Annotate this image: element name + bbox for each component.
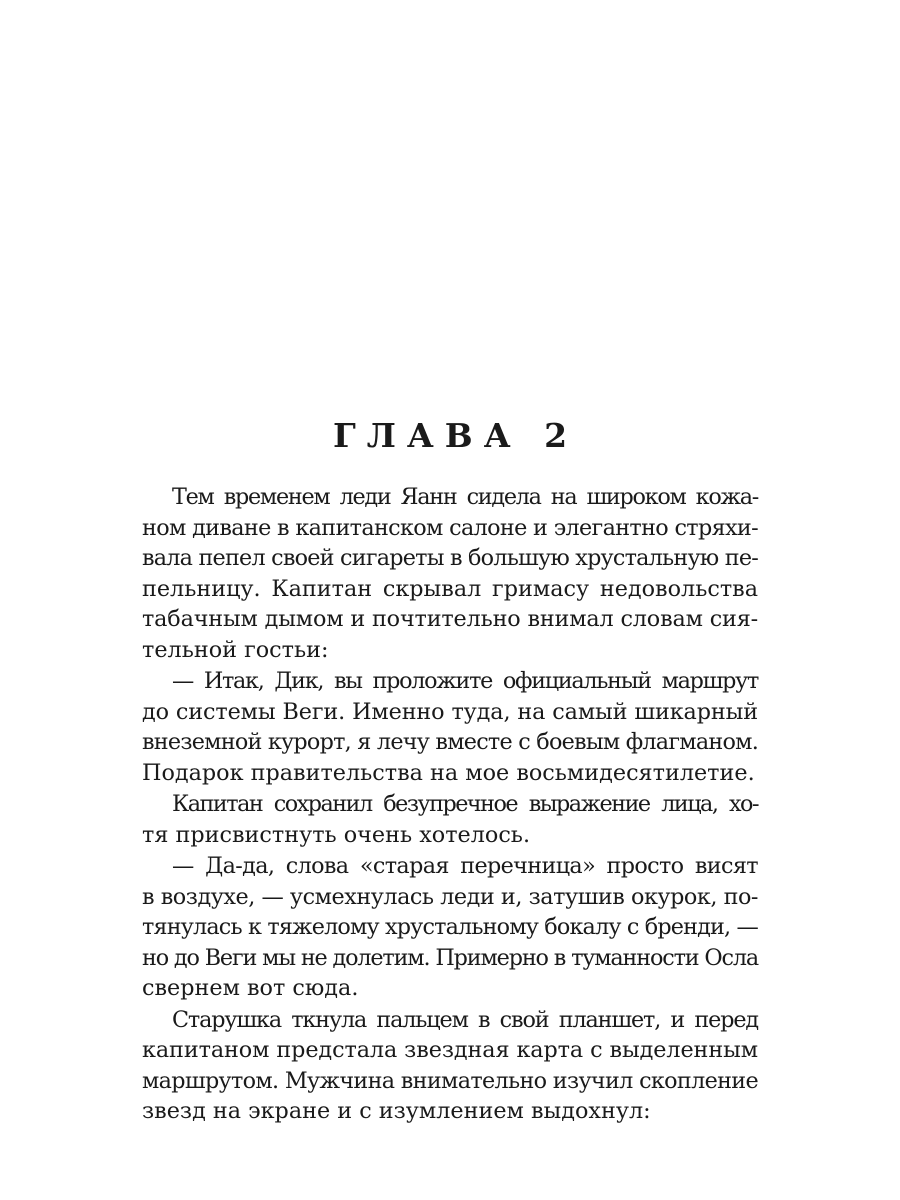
paragraph	[142, 851, 758, 1004]
text-line: но до Веги мы не долетим. Примерно в туманности Осла	[142, 944, 758, 971]
text-line: свернем вот сюда.	[142, 975, 359, 1001]
text-line: Подарок правительства на мое восьмидесятилетие.	[142, 759, 755, 786]
text-line: маршрутом. Мужчина внимательно изучил скопление	[142, 1067, 758, 1094]
paragraph	[142, 666, 758, 788]
text-line: вала пепел своей сигареты в большую хрустальную пе-	[142, 545, 758, 571]
text-line: капитаном предстала звездная карта с выделенным	[142, 1037, 758, 1063]
paragraph	[142, 482, 758, 665]
text-line: до системы Веги. Именно туда, на самый шикарный	[142, 698, 758, 725]
text-line: пельницу. Капитан скрывал гримасу недовольства	[142, 575, 758, 602]
text-line: ном диване в капитанском салоне и элегантно стряхи-	[142, 514, 758, 541]
paragraph	[142, 1005, 758, 1127]
text-line: Старушка ткнула пальцем в свой планшет, и перед	[172, 1006, 758, 1033]
paragraph	[142, 789, 758, 850]
chapter-body	[142, 482, 758, 1127]
text-line: — Да-да, слова «старая перечница» просто висят	[172, 853, 758, 879]
text-line: тя присвистнуть очень хотелось.	[142, 821, 531, 848]
text-line: Капитан сохранил безупречное выражение лица, хо-	[172, 791, 758, 817]
text-line: звезд на экране и с изумлением выдохнул:	[142, 1098, 651, 1124]
text-line: тельной гостьи:	[142, 636, 329, 663]
text-line: внеземной курорт, я лечу вместе с боевым флагманом.	[142, 729, 759, 755]
text-line: тянулась к тяжелому хрустальному бокалу с бренди, —	[142, 914, 758, 940]
text-line: табачным дымом и почтительно внимал словам сия-	[142, 606, 758, 632]
text-line: в воздухе, — усмехнулась леди и, затушив окурок, по-	[142, 883, 758, 910]
text-line: Тем временем леди Яанн сидела на широком кожа-	[172, 484, 758, 510]
text-line: — Итак, Дик, вы проложите официальный маршрут	[172, 668, 758, 694]
chapter-title: ГЛАВА 2	[332, 416, 579, 455]
